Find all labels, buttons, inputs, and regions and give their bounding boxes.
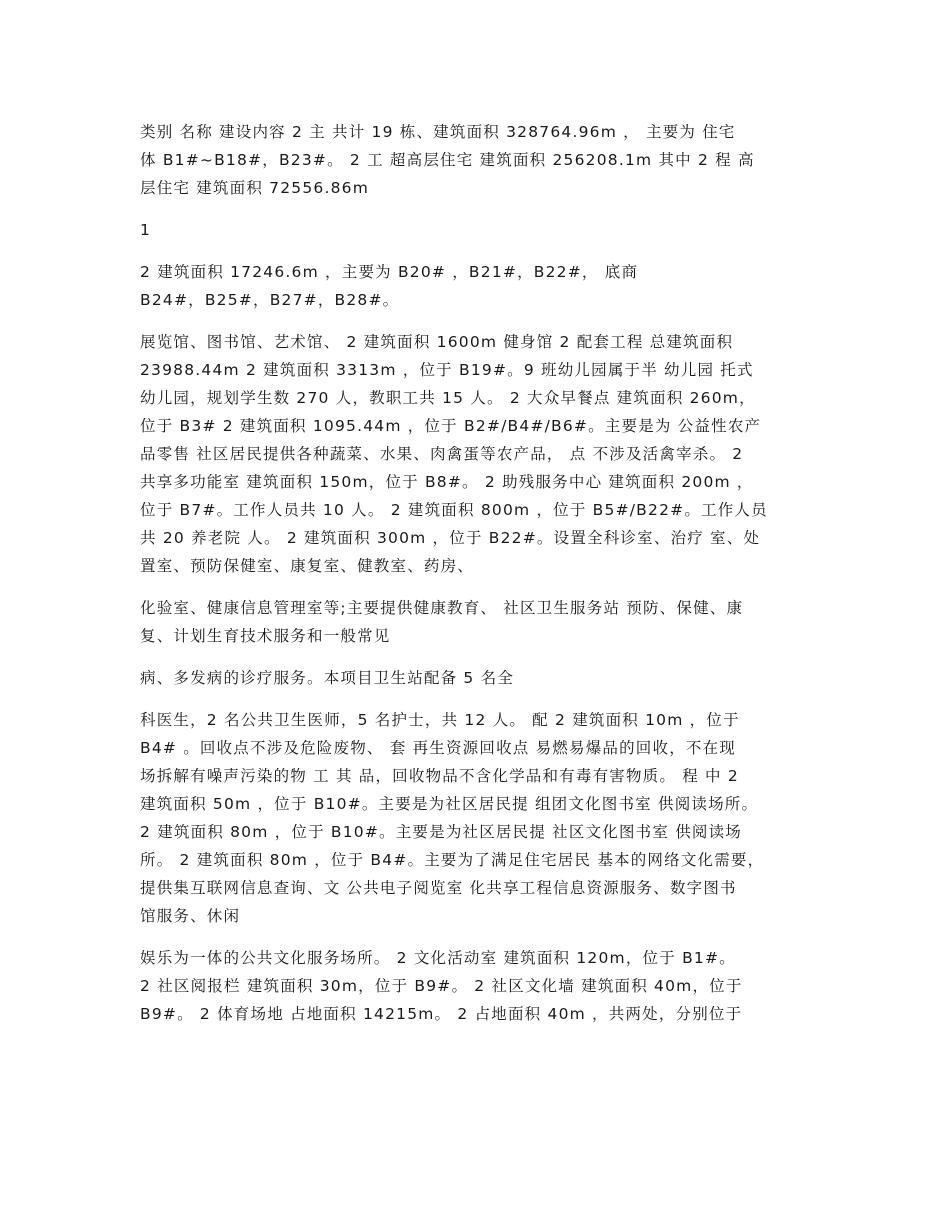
text-line: 建筑面积 50m ，位于 B10#。主要是为社区居民提 组团文化图书室 供阅读场所。 <box>140 795 759 813</box>
text-line: 复、计划生育技术服务和一般常见 <box>140 627 391 645</box>
text-line: 23988.44m 2 建筑面积 3313m ，位于 B19#。9 班幼儿园属于半 幼儿园 托式 <box>140 361 754 379</box>
paragraph-residential <box>140 118 820 202</box>
text-line: 娱乐为一体的公共文化服务场所。 2 文化活动室 建筑面积 120m，位于 B1#。 <box>140 949 736 967</box>
paragraph-health-station <box>140 594 820 650</box>
text-line: 馆服务、休闲 <box>140 907 241 925</box>
document-page <box>140 118 820 1042</box>
text-line: 2 社区阅报栏 建筑面积 30m，位于 B9#。 2 社区文化墙 建筑面积 40m，位于 <box>140 977 743 995</box>
text-line: 位于 B7#。工作人员共 10 人。 2 建筑面积 800m ，位于 B5#/B22#。工作人员 <box>140 501 768 519</box>
text-line: 病、多发病的诊疗服务。本项目卫生站配备 5 名全 <box>140 669 515 687</box>
paragraph-shops <box>140 258 820 314</box>
page-number: 1 <box>140 221 152 239</box>
text-line: B4# 。回收点不涉及危险废物、 套 再生资源回收点 易燃易爆品的回收，不在现 <box>140 739 736 757</box>
text-line: 展览馆、图书馆、艺术馆、 2 建筑面积 1600m 健身馆 2 配套工程 总建筑面积 <box>140 333 734 351</box>
text-line: 品零售 社区居民提供各种蔬菜、水果、肉禽蛋等农产品， 点 不涉及活禽宰杀。 2 <box>140 445 744 463</box>
text-line: 层住宅 建筑面积 72556.86m <box>140 179 370 197</box>
text-line: 2 建筑面积 17246.6m ，主要为 B20# ，B21#，B22#， 底商 <box>140 263 639 281</box>
text-line: 幼儿园，规划学生数 270 人，教职工共 15 人。 2 大众早餐点 建筑面积 260m， <box>140 389 756 407</box>
paragraph-culture <box>140 706 820 930</box>
text-line: 所。 2 建筑面积 80m ，位于 B4#。主要为了满足住宅居民 基本的网络文化需要， <box>140 851 765 869</box>
text-line: 2 建筑面积 80m ，位于 B10#。主要是为社区居民提 社区文化图书室 供阅读场 <box>140 823 742 841</box>
text-line: 体 B1#~B18#，B23#。 2 工 超高层住宅 建筑面积 256208.1m 其中 2 程 高 <box>140 151 755 169</box>
text-line: 提供集互联网信息查询、文 公共电子阅览室 化共享工程信息资源服务、数字图书 <box>140 879 737 897</box>
text-line: 化验室、健康信息管理室等;主要提供健康教育、 社区卫生服务站 预防、保健、康 <box>140 599 744 617</box>
text-line: 类别 名称 建设内容 2 主 共计 19 栋、建筑面积 328764.96m ， 主要为 住宅 <box>140 123 736 141</box>
text-line: 科医生，2 名公共卫生医师，5 名护士，共 12 人。 配 2 建筑面积 10m ，位于 <box>140 711 740 729</box>
paragraph-diagnosis <box>140 664 820 692</box>
text-line: 场拆解有噪声污染的物 工 其 品，回收物品不含化学品和有毒有害物质。 程 中 2 <box>140 767 739 785</box>
text-line: 共享多功能室 建筑面积 150m，位于 B8#。 2 助残服务中心 建筑面积 200m ， <box>140 473 754 491</box>
paragraph-sports <box>140 944 820 1028</box>
text-line: B9#。 2 体育场地 占地面积 14215m。 2 占地面积 40m ，共两处，分别位于 <box>140 1005 743 1023</box>
text-line: 共 20 养老院 人。 2 建筑面积 300m ，位于 B22#。设置全科诊室、治疗 室、处 <box>140 529 761 547</box>
text-line: 位于 B3# 2 建筑面积 1095.44m ，位于 B2#/B4#/B6#。主要是为 公益性农产 <box>140 417 762 435</box>
paragraph-facilities <box>140 328 820 580</box>
paragraph-page-number <box>140 216 820 244</box>
text-line: B24#，B25#，B27#，B28#。 <box>140 291 400 309</box>
text-line: 置室、预防保健室、康复室、健教室、药房、 <box>140 557 475 575</box>
